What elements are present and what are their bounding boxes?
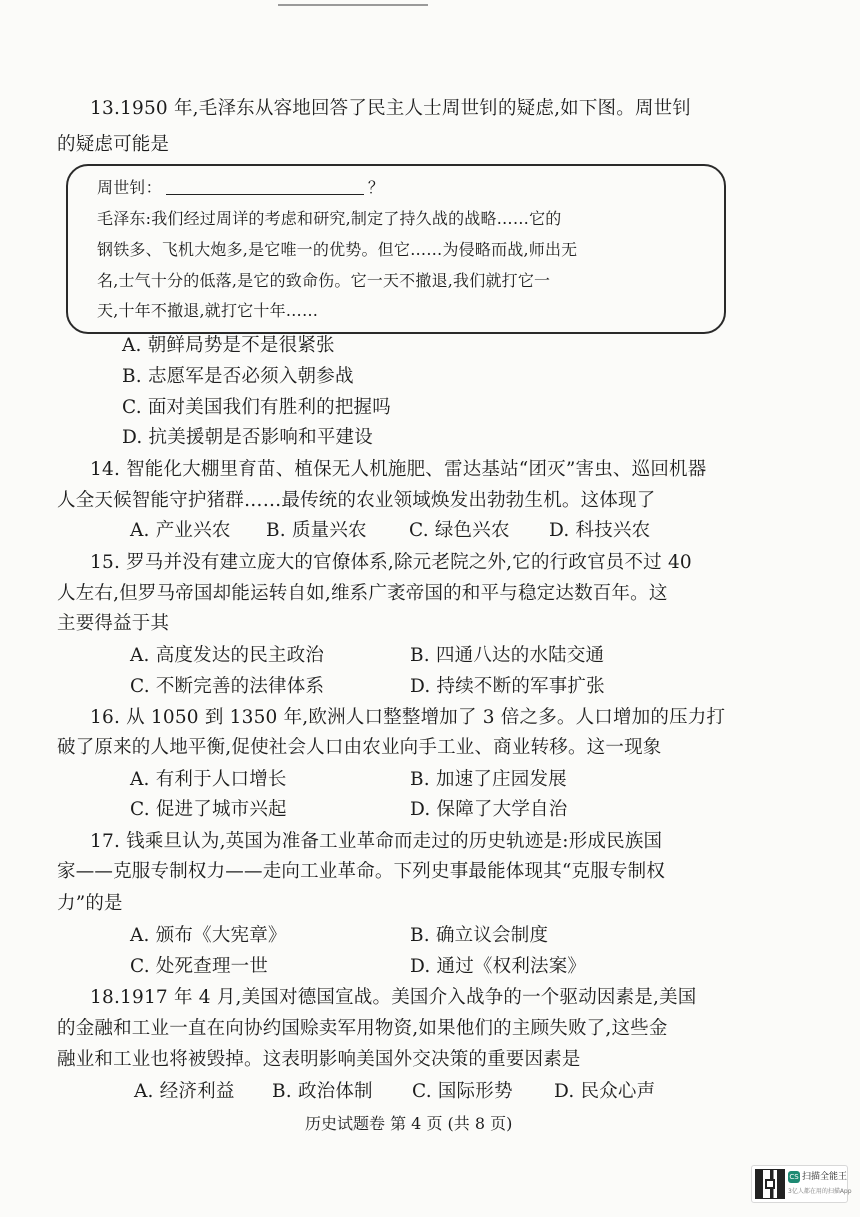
- q13-speaker1-end: ？: [367, 178, 385, 197]
- q17-stem-line1: 17. 钱乘旦认为,英国为准备工业革命而走过的历史轨迹是:形成民族国: [90, 831, 663, 852]
- q13-dialogue-line1: 毛泽东:我们经过周详的考虑和研究,制定了持久战的战略……它的: [97, 209, 562, 228]
- q18-option-a: A. 经济利益: [134, 1081, 235, 1102]
- q16-option-a: A. 有利于人口增长: [130, 769, 287, 790]
- q16-stem-line1: 16. 从 1050 到 1350 年,欧洲人口整整增加了 3 倍之多。人口增加的压力打: [90, 707, 726, 728]
- q15-option-a: A. 高度发达的民主政治: [130, 645, 325, 666]
- q15-stem-line2: 人左右,但罗马帝国却能运转自如,维系广袤帝国的和平与稳定达数百年。这: [57, 583, 668, 604]
- q13-speaker1: 周世钊：: [97, 178, 162, 197]
- q16-option-c: C. 促进了城市兴起: [130, 799, 287, 820]
- q16-option-d: D. 保障了大学自治: [410, 799, 568, 820]
- q13-stem-line2: 的疑虑可能是: [57, 134, 170, 155]
- q13-stem-line1: 13.1950 年,毛泽东从容地回答了民主人士周世钊的疑虑,如下图。周世钊: [90, 98, 692, 119]
- q16-stem-line2: 破了原来的人地平衡,促使社会人口由农业向手工业、商业转移。这一现象: [57, 737, 662, 758]
- page-footer: 历史试题卷 第 4 页 (共 8 页): [305, 1114, 513, 1133]
- q18-option-b: B. 政治体制: [272, 1081, 373, 1102]
- qr-code-icon: [756, 1170, 784, 1198]
- scanner-app-name: 扫描全能王: [802, 1172, 848, 1182]
- q14-option-d: D. 科技兴农: [549, 520, 651, 541]
- q13-option-d: D. 抗美援朝是否影响和平建设: [122, 427, 373, 448]
- q13-option-c: C. 面对美国我们有胜利的把握吗: [122, 397, 391, 418]
- q13-dialogue-line4: 天,十年不撤退,就打它十年……: [97, 301, 319, 320]
- q17-stem-line2: 家——克服专制权力——走向工业革命。下列史事最能体现其“克服专制权: [57, 861, 666, 882]
- q17-option-c: C. 处死查理一世: [130, 956, 269, 977]
- q14-option-b: B. 质量兴农: [266, 520, 367, 541]
- q14-option-a: A. 产业兴农: [130, 520, 231, 541]
- q18-option-d: D. 民众心声: [554, 1081, 656, 1102]
- q18-stem-line3: 融业和工业也将被毁掉。这表明影响美国外交决策的重要因素是: [57, 1049, 581, 1070]
- scanner-tagline: 3亿人都在用的扫描App: [788, 1188, 852, 1195]
- q13-dialogue-line3: 名,士气十分的低落,是它的致命伤。它一天不撤退,我们就打它一: [97, 271, 551, 290]
- q16-option-b: B. 加速了庄园发展: [410, 769, 567, 790]
- q17-stem-line3: 力”的是: [57, 893, 123, 914]
- q13-dialogue-question-line: [97, 178, 384, 198]
- q18-stem-line1: 18.1917 年 4 月,美国对德国宣战。美国介入战争的一个驱动因素是,美国: [90, 987, 697, 1008]
- q15-stem-line1: 15. 罗马并没有建立庞大的官僚体系,除元老院之外,它的行政官员不过 40: [90, 552, 692, 573]
- q14-stem-line1: 14. 智能化大棚里育苗、植保无人机施肥、雷达基站“团灭”害虫、巡回机器: [90, 459, 707, 480]
- q13-dialogue-line2: 钢铁多、飞机大炮多,是它唯一的优势。但它……为侵略而战,师出无: [97, 240, 578, 259]
- q15-stem-line3: 主要得益于其: [57, 613, 170, 634]
- q17-option-d: D. 通过《权利法案》: [410, 956, 587, 977]
- q18-option-c: C. 国际形势: [412, 1081, 513, 1102]
- q13-option-a: A. 朝鲜局势是不是很紧张: [122, 335, 335, 356]
- q13-answer-blank: [166, 178, 364, 195]
- scanner-badge: [751, 1165, 852, 1203]
- q15-option-b: B. 四通八达的水陆交通: [410, 645, 605, 666]
- q17-option-a: A. 颁布《大宪章》: [130, 925, 287, 946]
- q14-stem-line2: 人全天候智能守护猪群……最传统的农业领域焕发出勃勃生机。这体现了: [57, 490, 656, 511]
- q17-option-b: B. 确立议会制度: [410, 925, 549, 946]
- scan-edge-line: [278, 4, 428, 6]
- camscanner-logo-icon: CS: [789, 1173, 799, 1181]
- q18-stem-line2: 的金融和工业一直在向协约国赊卖军用物资,如果他们的主顾失败了,这些金: [57, 1018, 668, 1039]
- q13-option-b: B. 志愿军是否必须入朝参战: [122, 366, 354, 387]
- q15-option-d: D. 持续不断的军事扩张: [410, 676, 605, 697]
- q14-option-c: C. 绿色兴农: [409, 520, 510, 541]
- q15-option-c: C. 不断完善的法律体系: [130, 676, 325, 697]
